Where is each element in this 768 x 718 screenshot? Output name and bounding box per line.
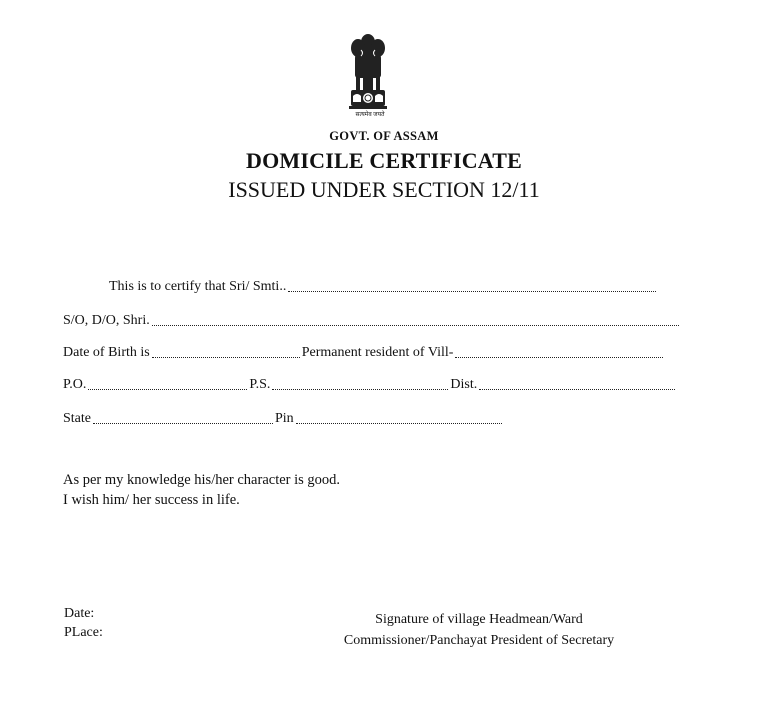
place-label: PLace:	[64, 625, 103, 640]
ps-label: P.S.	[249, 377, 271, 392]
national-emblem-icon	[344, 30, 392, 122]
dob-field-blank	[152, 345, 300, 358]
wish-remark: I wish him/ her success in life.	[63, 492, 240, 508]
dob-label: Date of Birth is	[63, 345, 150, 360]
birth-residence-line	[63, 345, 665, 361]
signature-line-2: Commissioner/Panchayat President of Secretary	[343, 633, 615, 648]
pin-label: Pin	[275, 411, 294, 426]
state-label: State	[63, 411, 91, 426]
emblem-caption: सत्यमेव जयते	[355, 112, 385, 118]
parent-line	[63, 313, 681, 329]
state-pin-line	[63, 411, 504, 427]
date-label: Date:	[64, 606, 95, 621]
name-field-blank	[288, 279, 656, 292]
pin-field-blank	[296, 411, 502, 424]
po-field-blank	[88, 377, 247, 390]
certify-label: This is to certify that Sri/ Smti..	[109, 279, 287, 294]
district-field-blank	[479, 377, 675, 390]
certificate-title: DOMICILE CERTIFICATE	[245, 148, 523, 173]
village-label: Permanent resident of Vill-	[301, 345, 454, 360]
certify-line	[109, 279, 658, 295]
parent-label: S/O, D/O, Shri.	[63, 313, 150, 328]
district-label: Dist.	[450, 377, 478, 392]
state-field-blank	[93, 411, 273, 424]
ps-field-blank	[272, 377, 448, 390]
parent-field-blank	[152, 313, 679, 326]
po-label: P.O.	[63, 377, 87, 392]
village-field-blank	[455, 345, 663, 358]
address-line	[63, 377, 677, 393]
signature-line-1: Signature of village Headmean/Ward	[375, 612, 583, 627]
certificate-subtitle: ISSUED UNDER SECTION 12/11	[228, 177, 540, 202]
character-remark: As per my knowledge his/her character is good.	[63, 472, 341, 488]
government-name: GOVT. OF ASSAM	[329, 129, 439, 143]
